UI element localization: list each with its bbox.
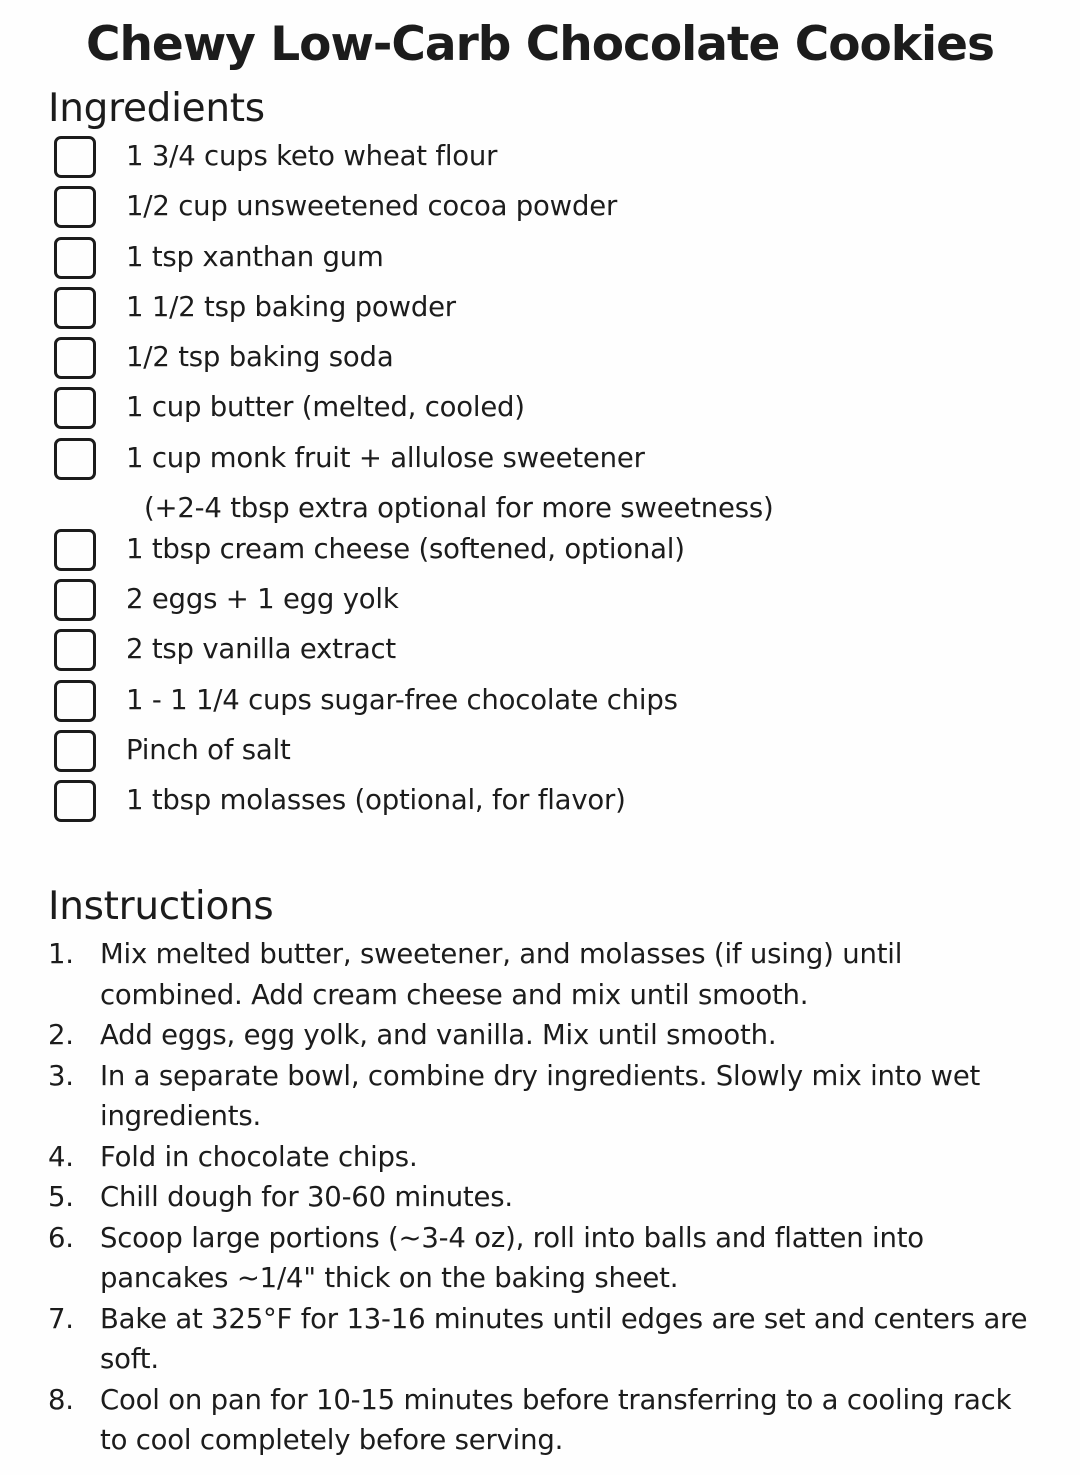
ingredient-label: 1 1/2 tsp baking powder [126, 290, 456, 323]
instruction-step [48, 1137, 1038, 1178]
ingredient-checkbox[interactable] [54, 579, 96, 621]
ingredient-checkbox[interactable] [54, 337, 96, 379]
instructions-list [48, 934, 1038, 1461]
ingredient-item [54, 675, 1054, 725]
instruction-step [48, 1177, 1038, 1218]
ingredient-note: (+2-4 tbsp extra optional for more sweetness) [144, 491, 774, 524]
ingredient-label: 1 tbsp cream cheese (softened, optional) [126, 532, 685, 565]
recipe-title: Chewy Low-Carb Chocolate Cookies [85, 17, 995, 72]
instruction-step [48, 1056, 1038, 1137]
ingredient-checkbox[interactable] [54, 629, 96, 671]
ingredient-checkbox[interactable] [54, 780, 96, 822]
ingredient-item [54, 131, 1054, 181]
ingredient-label: 1 tbsp molasses (optional, for flavor) [126, 784, 626, 817]
ingredient-checkbox[interactable] [54, 680, 96, 722]
ingredient-label: Pinch of salt [126, 733, 291, 766]
instructions-heading: Instructions [48, 884, 274, 929]
step-number: 2. [48, 1019, 74, 1051]
step-number: 8. [48, 1383, 74, 1416]
ingredient-label: 1/2 cup unsweetened cocoa powder [126, 190, 618, 223]
ingredient-item [54, 725, 1054, 775]
step-text: In a separate bowl, combine dry ingredients. Slowly mix into wet ingredients. [100, 1059, 981, 1132]
ingredient-item [54, 332, 1054, 382]
ingredients-list [54, 131, 1054, 826]
ingredient-label: 1 - 1 1/4 cups sugar-free chocolate chips [126, 683, 678, 716]
ingredient-item [54, 382, 1054, 432]
step-text: Chill dough for 30-60 minutes. [100, 1181, 513, 1213]
instruction-step [48, 934, 1038, 1015]
ingredient-item [54, 624, 1054, 674]
ingredient-checkbox[interactable] [54, 529, 96, 571]
ingredient-item [54, 433, 1054, 524]
instruction-step [48, 1299, 1038, 1380]
ingredient-label: 1/2 tsp baking soda [126, 341, 394, 374]
ingredient-item [54, 181, 1054, 231]
step-number: 6. [48, 1221, 74, 1254]
step-text: Cool on pan for 10-15 minutes before transferring to a cooling rack to cool completely before serving. [100, 1383, 1012, 1456]
ingredient-item [54, 775, 1054, 825]
ingredient-checkbox[interactable] [54, 438, 96, 480]
ingredient-checkbox[interactable] [54, 237, 96, 279]
ingredient-item [54, 574, 1054, 624]
step-text: Bake at 325°F for 13-16 minutes until edges are set and centers are soft. [100, 1302, 1028, 1375]
step-number: 4. [48, 1140, 74, 1173]
ingredient-item [54, 282, 1054, 332]
step-text: Scoop large portions (~3-4 oz), roll into balls and flatten into pancakes ~1/4" thick on the baking sheet. [100, 1221, 924, 1294]
instruction-step [48, 1218, 1038, 1299]
step-number: 1. [48, 938, 74, 970]
ingredients-heading: Ingredients [48, 86, 265, 131]
step-text: Mix melted butter, sweetener, and molasses (if using) until combined. Add cream cheese and mix until smooth. [100, 938, 903, 1011]
instruction-step [48, 1380, 1038, 1461]
instruction-step [48, 1015, 1038, 1056]
ingredient-checkbox[interactable] [54, 136, 96, 178]
ingredient-label: 1 3/4 cups keto wheat flour [126, 140, 498, 172]
ingredient-checkbox[interactable] [54, 287, 96, 329]
ingredient-label: 1 cup monk fruit + allulose sweetener [126, 441, 645, 474]
ingredient-checkbox[interactable] [54, 387, 96, 429]
ingredient-label: 2 tsp vanilla extract [126, 633, 396, 666]
ingredient-item [54, 524, 1054, 574]
ingredient-item [54, 232, 1054, 282]
step-number: 3. [48, 1059, 74, 1092]
step-text: Fold in chocolate chips. [100, 1140, 418, 1173]
ingredient-checkbox[interactable] [54, 730, 96, 772]
step-number: 5. [48, 1181, 74, 1213]
step-number: 7. [48, 1302, 74, 1335]
ingredient-checkbox[interactable] [54, 186, 96, 228]
ingredient-label: 1 tsp xanthan gum [126, 240, 384, 273]
step-text: Add eggs, egg yolk, and vanilla. Mix until smooth. [100, 1019, 777, 1051]
ingredient-label: 1 cup butter (melted, cooled) [126, 391, 525, 424]
ingredient-label: 2 eggs + 1 egg yolk [126, 583, 399, 616]
